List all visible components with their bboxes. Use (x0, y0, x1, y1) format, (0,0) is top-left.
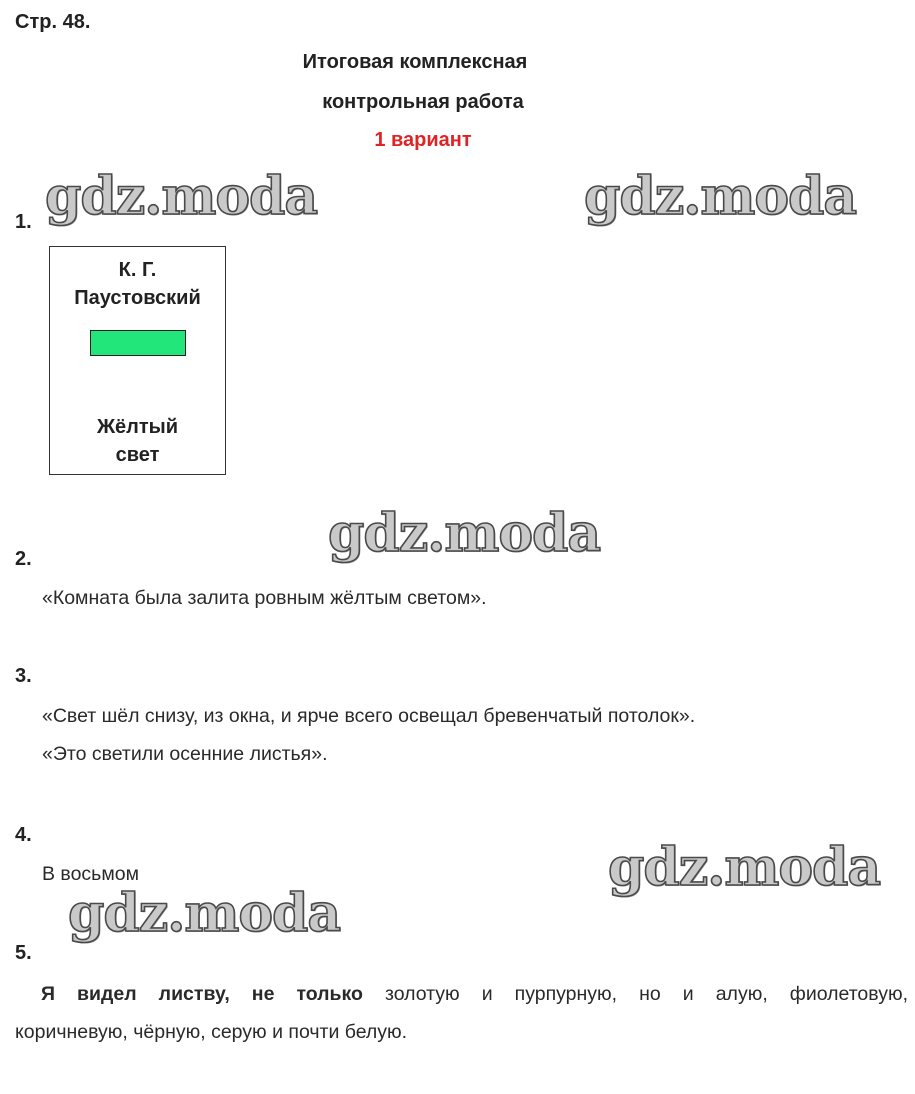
answer-text: «Свет шёл снизу, из окна, и ярче всего освещал бревенчатый потолок». (42, 705, 696, 727)
question-number: 1. (15, 211, 32, 233)
variant-label: 1 вариант (374, 129, 472, 151)
author-surname: Паустовский (74, 287, 201, 309)
answer-rest: золотую и пурпурную, но и алую, фиолетовую, (362, 983, 908, 1005)
watermark-logo: gdz.moda (608, 837, 881, 898)
answer-paragraph (15, 975, 908, 1051)
question-number: 2. (15, 548, 32, 570)
question-number: 5. (15, 942, 32, 964)
book-title (50, 413, 225, 469)
answer-text: «Это светили осенние листья». (42, 743, 328, 765)
page-title: Итоговая комплексная (302, 51, 528, 73)
watermark-logo: gdz.moda (68, 883, 341, 944)
question-number: 3. (15, 665, 32, 687)
answer-line (15, 975, 908, 1013)
answer-bold-part: Я видел листву, не только (41, 983, 363, 1005)
book-title-line2: свет (115, 444, 160, 466)
watermark-logo: gdz.moda (584, 166, 857, 227)
book-cover (49, 246, 226, 475)
page-subtitle: контрольная работа (322, 91, 524, 113)
answer-line: коричневую, чёрную, серую и почти белую. (15, 1021, 408, 1043)
watermark-logo: gdz.moda (45, 166, 318, 227)
cover-color-rectangle (90, 330, 186, 356)
answer-text: «Комната была залита ровным жёлтым светом». (42, 587, 487, 609)
watermark-logo: gdz.moda (328, 503, 601, 564)
book-title-line1: Жёлтый (96, 416, 179, 438)
author-initials: К. Г. (118, 259, 157, 281)
answer-text: В восьмом (42, 863, 139, 885)
book-author (50, 256, 225, 312)
page-label: Стр. 48. (15, 11, 91, 33)
question-number: 4. (15, 824, 32, 846)
